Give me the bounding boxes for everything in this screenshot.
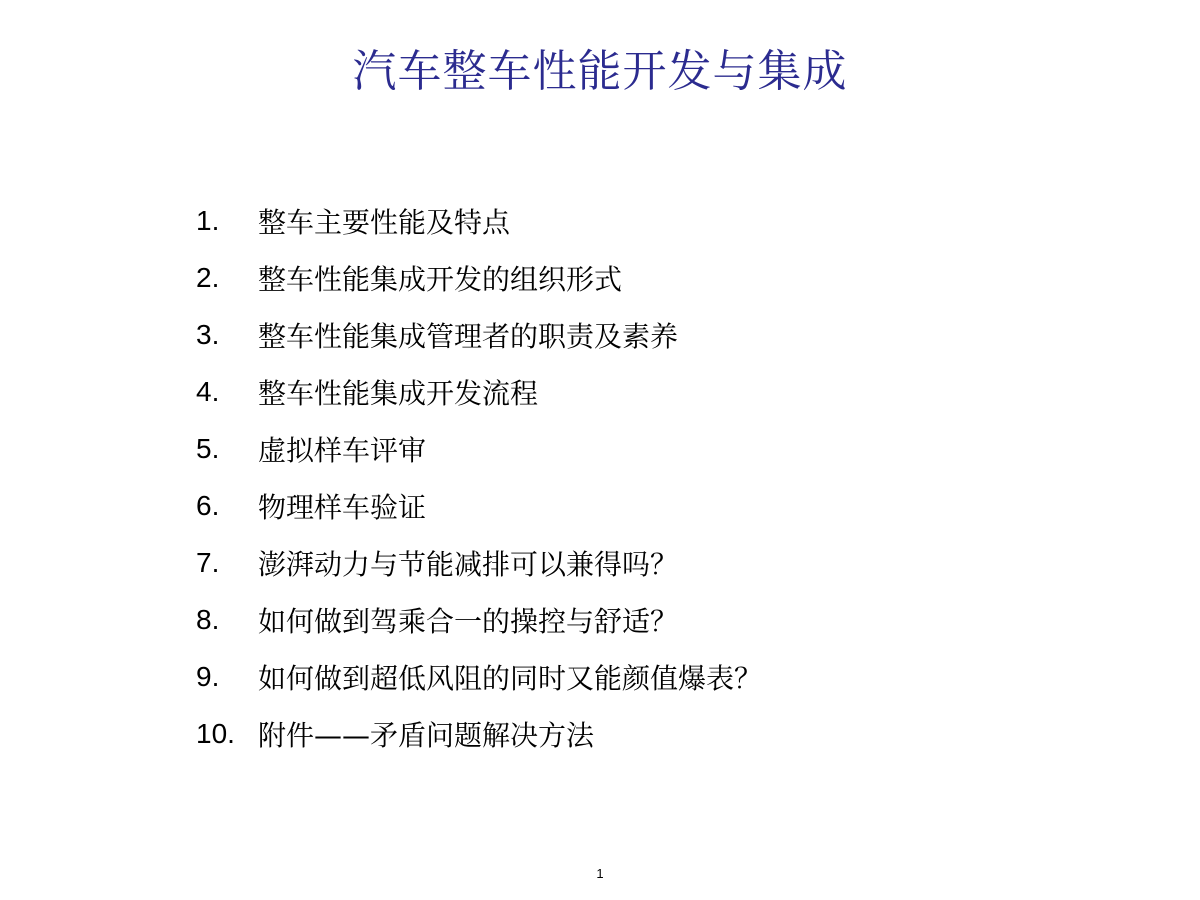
- toc-item-6: [196, 477, 762, 534]
- toc-number: 6.: [196, 489, 220, 521]
- toc-item-9: [196, 648, 762, 705]
- toc-item-8: [196, 591, 762, 648]
- toc-number: 4.: [196, 375, 220, 407]
- toc-item-4: [196, 363, 762, 420]
- slide-title: 汽车整车性能开发与集成: [352, 46, 848, 97]
- page-number: 1: [596, 866, 604, 881]
- toc-item-1: [196, 192, 762, 249]
- toc-number: 1.: [196, 204, 220, 236]
- toc-text: 如何做到超低风阻的同时又能颜值爆表？: [258, 661, 763, 695]
- toc-text: 虚拟样车评审: [258, 433, 427, 467]
- toc-text: 整车性能集成开发流程: [258, 376, 539, 410]
- toc-number: 2.: [196, 261, 220, 293]
- toc-text: 物理样车验证: [258, 490, 427, 524]
- toc-number: 3.: [196, 318, 220, 350]
- toc-item-5: [196, 420, 762, 477]
- toc-text: 澎湃动力与节能减排可以兼得吗？: [258, 547, 679, 581]
- toc-text: 整车性能集成管理者的职责及素养: [258, 319, 679, 353]
- toc-number: 7.: [196, 546, 220, 578]
- toc-text: 附件——矛盾问题解决方法: [258, 718, 595, 752]
- toc-number: 10.: [196, 717, 235, 749]
- toc-text: 整车性能集成开发的组织形式: [258, 262, 623, 296]
- toc-text: 整车主要性能及特点: [258, 205, 511, 239]
- toc-item-10: [196, 705, 762, 762]
- toc-item-2: [196, 249, 762, 306]
- toc-number: 5.: [196, 432, 220, 464]
- toc-number: 8.: [196, 603, 220, 635]
- toc-item-3: [196, 306, 762, 363]
- toc-number: 9.: [196, 660, 220, 692]
- toc-text: 如何做到驾乘合一的操控与舒适？: [258, 604, 679, 638]
- toc-item-7: [196, 534, 762, 591]
- table-of-contents: [196, 192, 762, 762]
